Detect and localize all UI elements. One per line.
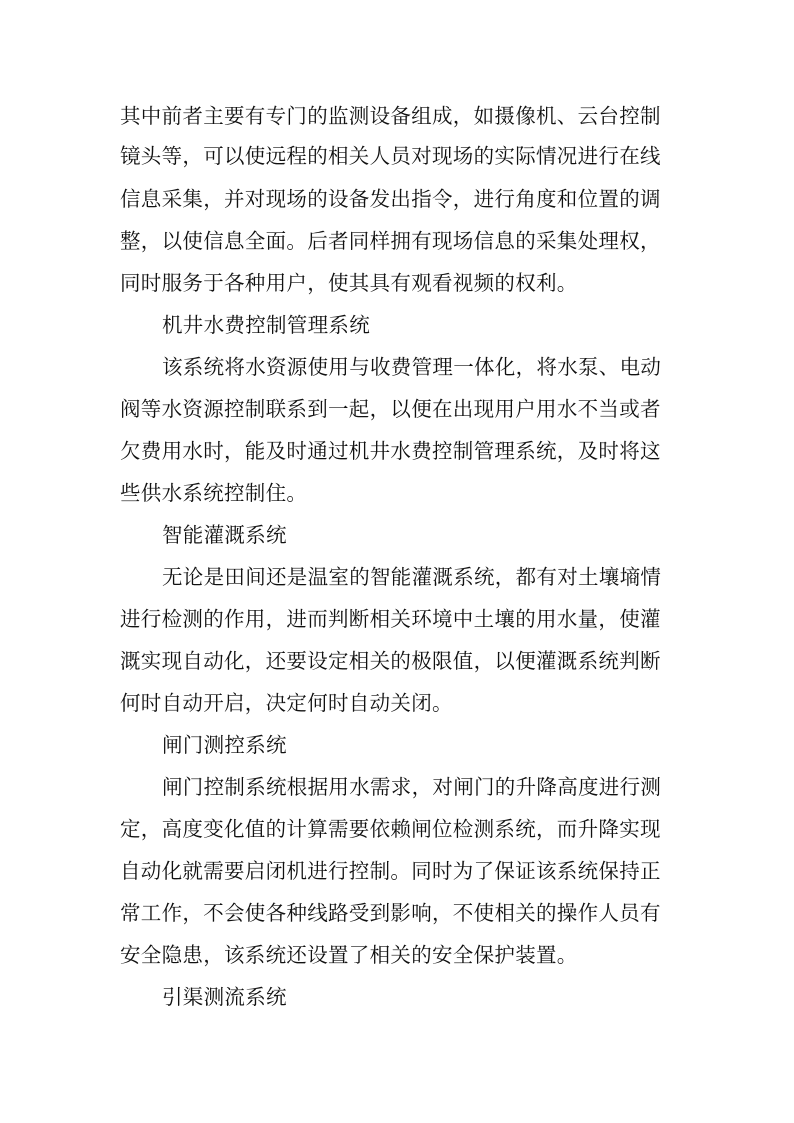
paragraph-line: 欠费用水时，能及时通过机井水费控制管理系统，及时将这 (120, 439, 661, 463)
paragraph-line: 其中前者主要有专门的监测设备组成，如摄像机、云台控制 (120, 104, 661, 128)
paragraph-line: 常工作，不会使各种线路受到影响，不使相关的操作人员有 (120, 901, 661, 925)
paragraph-line: 同时服务于各种用户，使其具有观看视频的权利。 (120, 271, 578, 295)
paragraph-line: 定，高度变化值的计算需要依赖闸位检测系统，而升降实现 (120, 817, 661, 841)
paragraph-line: 进行检测的作用，进而判断相关环境中土壤的用水量，使灌 (120, 607, 661, 631)
paragraph-line: 无论是田间还是温室的智能灌溉系统，都有对土壤墒情 (162, 565, 662, 589)
section-heading: 智能灌溉系统 (162, 523, 287, 547)
paragraph-line: 自动化就需要启闭机进行控制。同时为了保证该系统保持正 (120, 859, 661, 883)
paragraph-line: 阀等水资源控制联系到一起，以便在出现用户用水不当或者 (120, 397, 661, 421)
paragraph-line: 些供水系统控制住。 (120, 481, 308, 505)
paragraph-line: 镜头等，可以使远程的相关人员对现场的实际情况进行在线 (120, 144, 661, 168)
section-heading: 引渠测流系统 (162, 985, 287, 1009)
section-heading: 闸门测控系统 (162, 733, 287, 757)
paragraph-line: 闸门控制系统根据用水需求，对闸门的升降高度进行测 (162, 775, 662, 799)
paragraph-line: 安全隐患，该系统还设置了相关的安全保护装置。 (120, 943, 578, 967)
paragraph-line: 何时自动开启，决定何时自动关闭。 (120, 691, 453, 715)
paragraph-line: 溉实现自动化，还要设定相关的极限值，以便灌溉系统判断 (120, 649, 661, 673)
paragraph-line: 该系统将水资源使用与收费管理一体化，将水泵、电动 (162, 355, 662, 379)
paragraph-line: 信息采集，并对现场的设备发出指令，进行角度和位置的调 (120, 187, 661, 211)
paragraph-line: 整，以使信息全面。后者同样拥有现场信息的采集处理权， (120, 229, 661, 253)
section-heading: 机井水费控制管理系统 (162, 313, 370, 337)
